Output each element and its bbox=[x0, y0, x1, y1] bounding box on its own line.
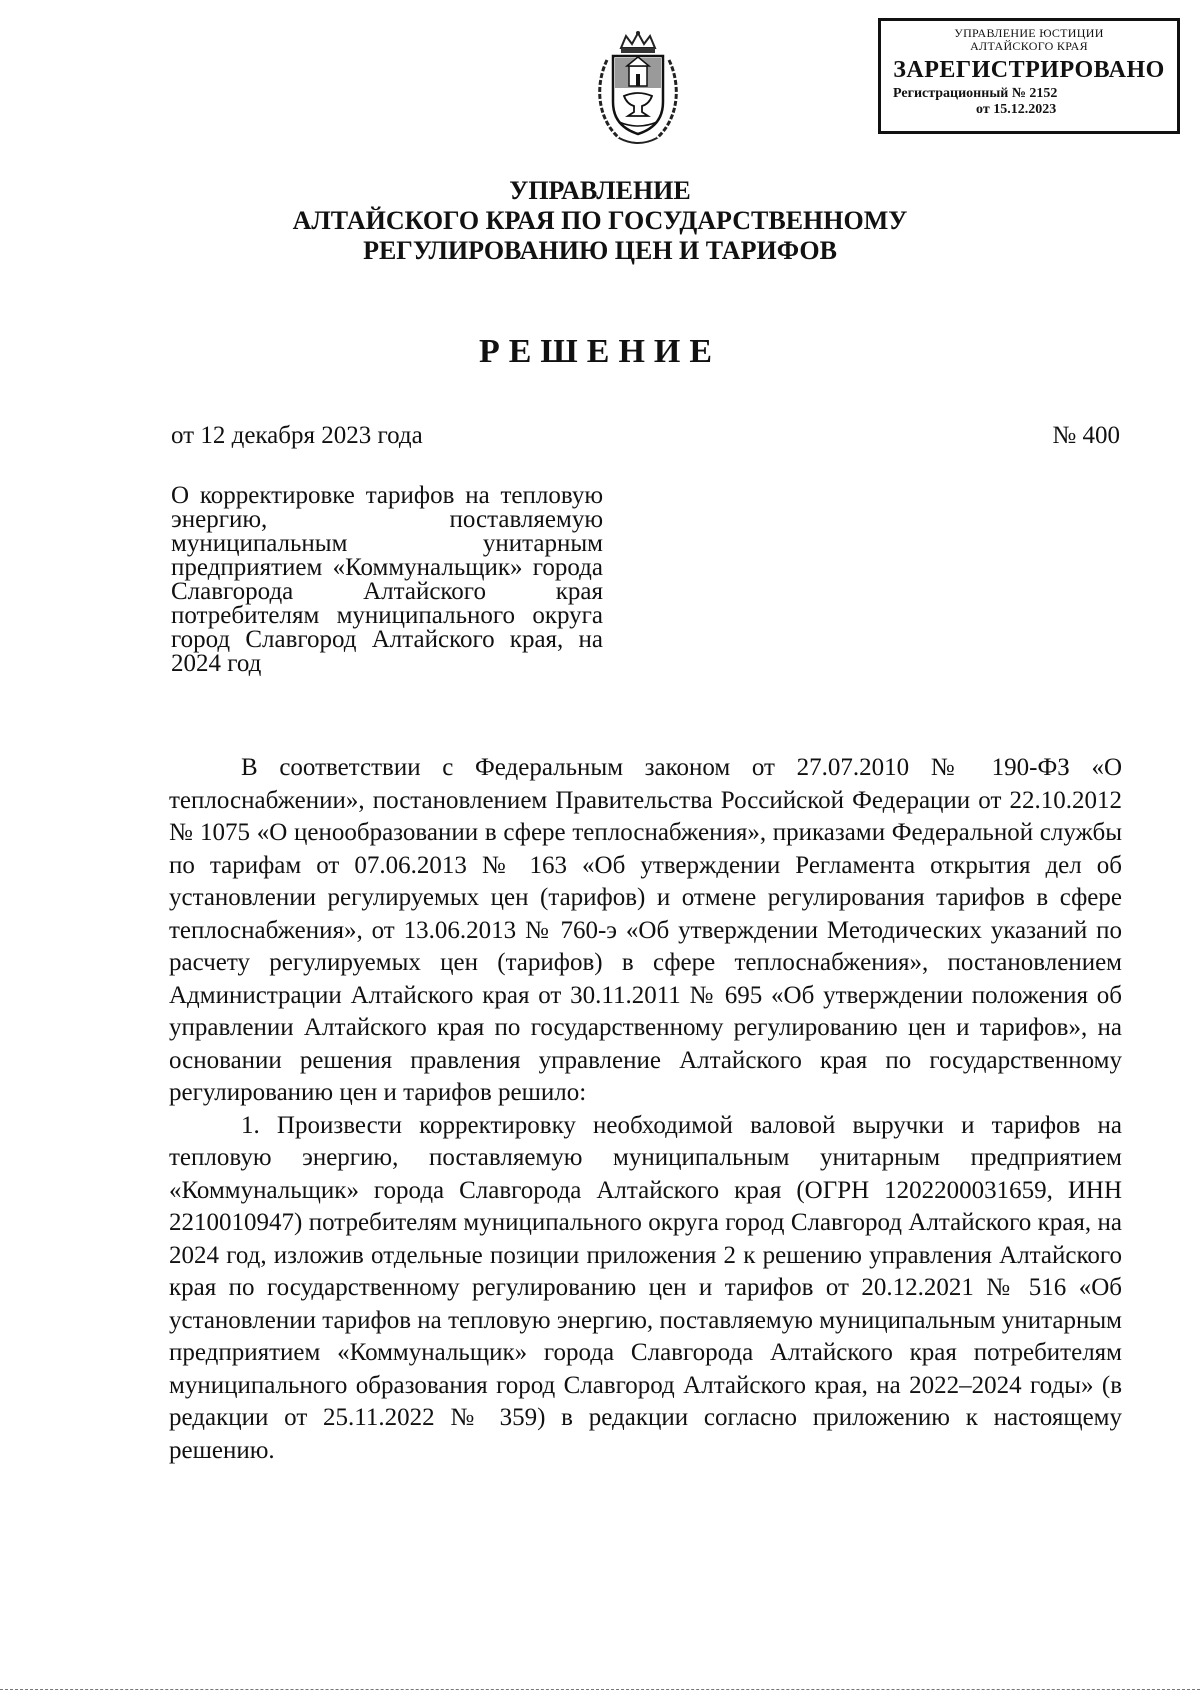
decision-date: от 12 декабря 2023 года bbox=[171, 422, 423, 449]
authority-header-line3: РЕГУЛИРОВАНИЮ ЦЕН И ТАРИФОВ bbox=[363, 236, 837, 265]
scan-edge-line bbox=[0, 1689, 1200, 1690]
coat-of-arms-emblem bbox=[593, 30, 683, 152]
stamp-organization-line2: АЛТАЙСКОГО КРАЯ bbox=[970, 39, 1088, 53]
decision-subject: О корректировке тарифов на тепловую энергию, поставляемую муниципальным унитарным предприятием «Коммунальщик» города Славгорода Алтайского края потребителям муниципального округа город Славгород Алтайского края, на 2024 год bbox=[171, 482, 603, 677]
decision-body bbox=[169, 752, 1122, 1467]
stamp-organization-line1: УПРАВЛЕНИЕ ЮСТИЦИИ bbox=[954, 26, 1104, 40]
authority-header-line2: АЛТАЙСКОГО КРАЯ ПО ГОСУДАРСТВЕННОМУ bbox=[292, 206, 908, 235]
clause-1-paragraph: 1. Произвести корректировку необходимой валовой выручки и тарифов на тепловую энергию, поставляемую муниципальным унитарным предприятием «Коммунальщик» города Славгорода Алтайского края (ОГРН 1202200031659, ИНН 2210010947) потребителям муниципального округа город Славгород Алтайского края, на 2024 год, изложив отдельные позиции приложения 2 к решению управления Алтайского края по государственному регулированию цен и тарифов от 20.12.2021 № 516 «Об установлении тарифов на тепловую энергию, поставляемую муниципальным унитарным предприятием «Коммунальщик» города Славгорода Алтайского края потребителям муниципального образования город Славгород Алтайского края, на 2022–2024 годы» (в редакции от 25.11.2022 № 359) в редакции согласно приложению к настоящему решению. bbox=[169, 1111, 1122, 1464]
stamp-registration-date: от 15.12.2023 bbox=[976, 102, 1057, 117]
authority-header bbox=[250, 176, 950, 266]
document-title: РЕШЕНИЕ bbox=[478, 333, 722, 370]
decision-number: № 400 bbox=[1052, 422, 1120, 449]
registration-stamp bbox=[878, 18, 1180, 134]
preamble-paragraph: В соответствии с Федеральным законом от 27.07.2010 № 190-ФЗ «О теплоснабжении», постановлением Правительства Российской Федерации от 22.10.2012 № 1075 «О ценообразовании в сфере теплоснабжения», приказами Федеральной службы по тарифам от 07.06.2013 № 163 «Об утверждении Регламента открытия дел об установлении регулируемых цен (тарифов) и отмене регулирования тарифов в сфере теплоснабжения», от 13.06.2013 № 760-э «Об утверждении Методических указаний по расчету регулируемых цен (тарифов) в сфере теплоснабжения», постановлением Администрации Алтайского края от 30.11.2011 № 695 «Об утверждении положения об управлении Алтайского края по государственному регулированию цен и тарифов», на основании решения правления управление Алтайского края по государственному регулированию цен и тарифов решило: bbox=[169, 754, 1122, 1106]
stamp-registered-label: ЗАРЕГИСТРИРОВАНО bbox=[893, 57, 1165, 83]
authority-header-line1: УПРАВЛЕНИЕ bbox=[509, 176, 691, 205]
stamp-registration-number: Регистрационный № 2152 bbox=[893, 86, 1058, 101]
